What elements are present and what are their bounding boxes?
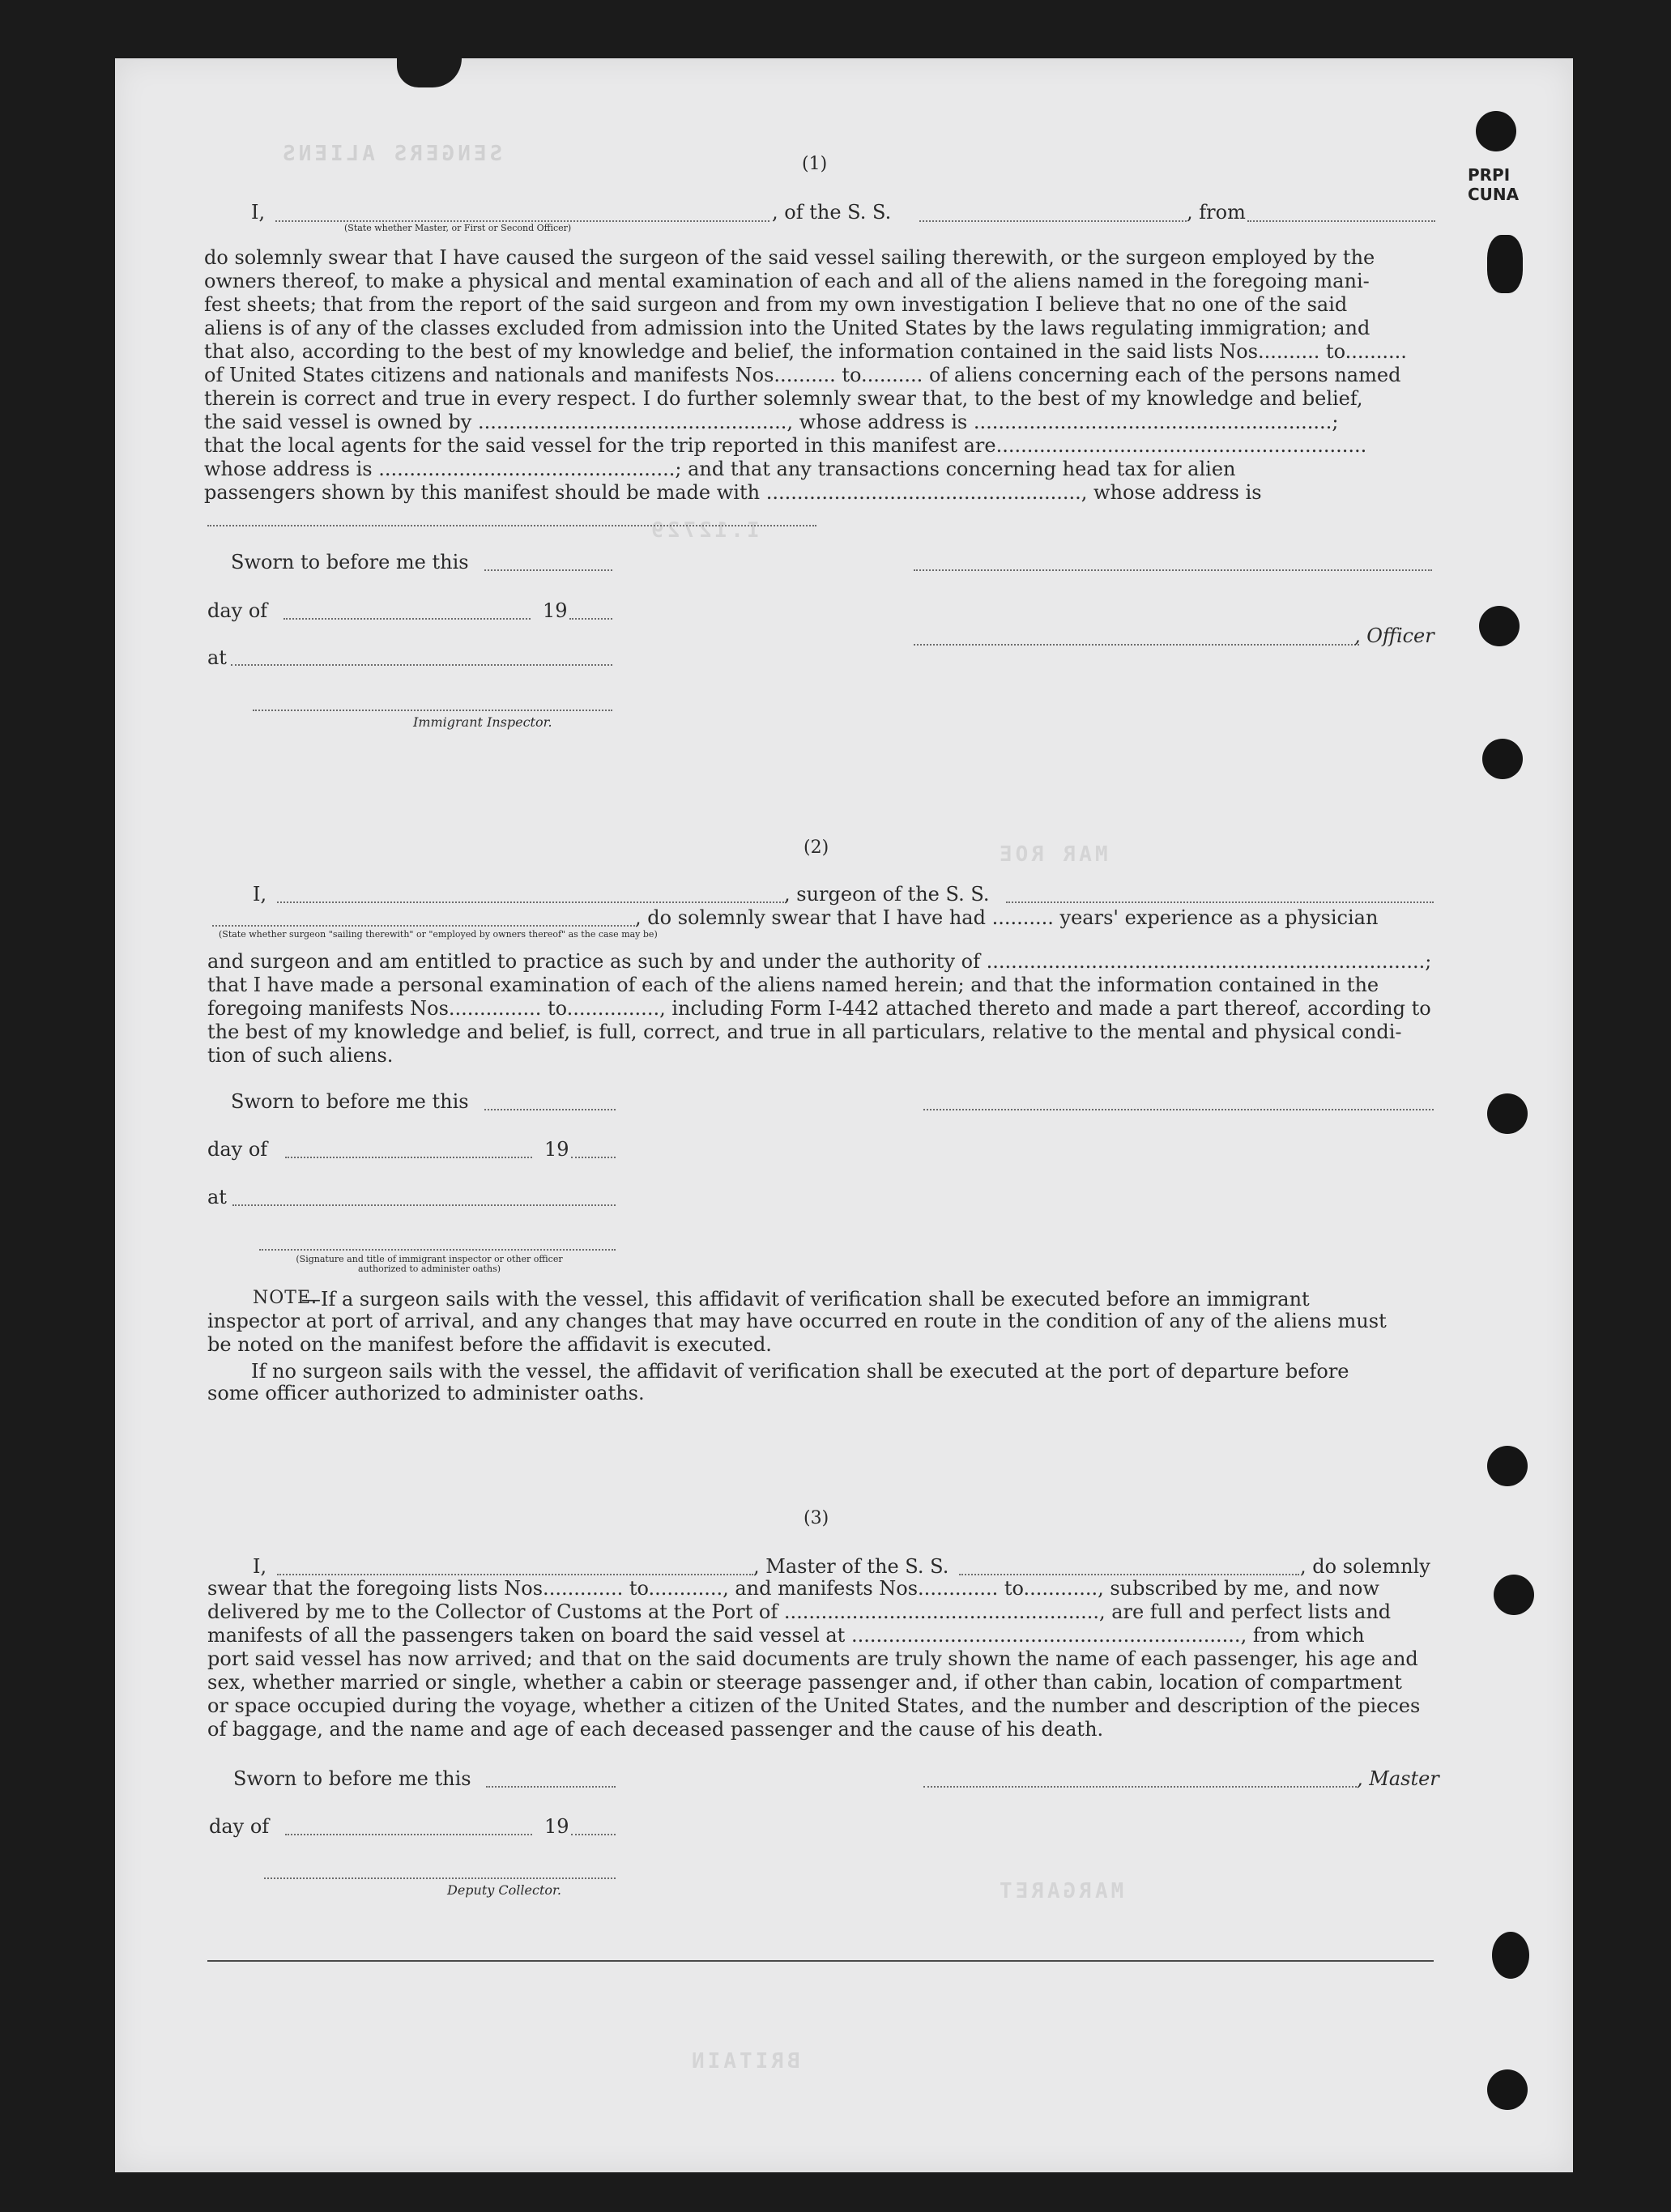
section-2-day-label: day of: [207, 1138, 268, 1161]
section-1-sworn-label: Sworn to before me this: [231, 551, 469, 573]
punch-hole: [1487, 235, 1523, 293]
section-1-at-field[interactable]: [231, 664, 612, 666]
note-line: inspector at port of arrival, and any changes that may have occurred en route in the condition of any of the aliens must: [207, 1310, 1387, 1332]
section-1-day-label: day of: [207, 599, 268, 622]
section-1-body-line: that the local agents for the said vessel for the trip reported in this manifest are............................................................: [204, 434, 1367, 457]
punch-hole: [1476, 111, 1516, 151]
section-3-sworn-label: Sworn to before me this: [233, 1767, 471, 1790]
section-1-line-note: (State whether Master, or First or Second Officer): [344, 223, 572, 233]
section-2-prefix: I,: [253, 883, 267, 906]
section-3-year-label: 19: [544, 1815, 569, 1838]
section-2-body-line: tion of such aliens.: [207, 1044, 394, 1067]
head-tax-address-field[interactable]: [207, 525, 816, 526]
section-3-year-field[interactable]: [571, 1834, 616, 1835]
officer-rank-field[interactable]: [275, 220, 769, 222]
section-2-ss-label: , surgeon of the S. S.: [784, 883, 990, 906]
section-3-number: (3): [804, 1508, 829, 1528]
section-1-month-field[interactable]: [283, 618, 531, 620]
section-2-number: (2): [804, 837, 829, 858]
port-from-field[interactable]: [1247, 220, 1435, 222]
section-1-body-line: do solemnly swear that I have caused the surgeon of the said vessel sailing therewith, or the surgeon employed by the: [204, 246, 1375, 269]
section-3-month-field[interactable]: [285, 1834, 532, 1835]
section-1-officer-name-field[interactable]: [914, 644, 1359, 646]
section-2-swear-line: , do solemnly swear that I have had .......... years' experience as a physician: [635, 906, 1379, 929]
punch-hole: [1487, 2069, 1528, 2110]
section-2-at-field[interactable]: [232, 1204, 616, 1206]
master-name-field[interactable]: [277, 1574, 753, 1575]
section-2-body-line: foregoing manifests Nos............... to..............., including Form I-442 attached thereto and made a part thereof, according to: [207, 997, 1431, 1020]
bleed-through: I.12729: [648, 518, 760, 543]
punch-hole: [1494, 1575, 1534, 1615]
section-2-body-line: the best of my knowledge and belief, is full, correct, and true in all particulars, relative to the mental and physical condi-: [207, 1021, 1402, 1043]
section-1-sworn-day-field[interactable]: [484, 569, 612, 571]
bottom-rule: [207, 1960, 1434, 1962]
bleed-through: SENGERS ALIENS: [279, 142, 503, 166]
section-2-year-field[interactable]: [571, 1157, 616, 1158]
note-line: —If a surgeon sails with the vessel, this affidavit of verification shall be executed before an immigrant: [301, 1288, 1310, 1311]
section-1-body-line: whose address is ................................................; and that any transactions concerning head tax for alien: [204, 458, 1236, 480]
section-2-line-note: (State whether surgeon "sailing therewith" or "employed by owners thereof" as the case may be): [219, 929, 658, 940]
note-line: be noted on the manifest before the affidavit is executed.: [207, 1333, 772, 1356]
margin-label: PRPI: [1468, 165, 1511, 185]
section-1-inspector-signature-field[interactable]: [253, 710, 612, 711]
section-1-officer-signature-field[interactable]: [914, 569, 1432, 571]
surgeon-name-field[interactable]: [277, 901, 784, 903]
section-2-sworn-day-field[interactable]: [484, 1109, 616, 1110]
note-line: some officer authorized to administer oaths.: [207, 1382, 645, 1404]
section-1-body-line: of United States citizens and nationals and manifests Nos.......... to.......... of aliens concerning each of the persons named: [204, 364, 1401, 386]
section-3-body-line: or space occupied during the voyage, whether a citizen of the United States, and the number and description of the pieces: [207, 1694, 1421, 1717]
section-1-body-line: fest sheets; that from the report of the said surgeon and from my own investigation I believe that no one of the said: [204, 293, 1348, 316]
section-1-body-line: the said vessel is owned by .................................................., whose address is ..........................................................;: [204, 411, 1339, 433]
section-3-vessel-field[interactable]: [959, 1574, 1299, 1575]
punch-hole: [1487, 1446, 1528, 1486]
section-1-prefix: I,: [251, 201, 266, 224]
section-1-officer-label: , Officer: [1354, 624, 1434, 647]
vessel-name-field[interactable]: [919, 220, 1187, 222]
section-3-ss-label: , Master of the S. S.: [753, 1555, 949, 1578]
section-3-master-signature-field[interactable]: [923, 1786, 1357, 1788]
section-1-body-line: therein is correct and true in every respect. I do further solemnly swear that, to the best of my knowledge and belief,: [204, 387, 1363, 410]
section-3-master-label: , Master: [1357, 1767, 1439, 1790]
section-1-body-line: passengers shown by this manifest should be made with ..................................................., whose address is: [204, 481, 1262, 504]
margin-label: CUNA: [1468, 185, 1520, 204]
section-1-from-label: , from: [1187, 201, 1246, 224]
section-2-inspector-signature-field[interactable]: [259, 1249, 616, 1251]
section-3-body-line: manifests of all the passengers taken on board the said vessel at ..............................................................., from which: [207, 1624, 1365, 1647]
section-2-body-line: that I have made a personal examination of each of the aliens named herein; and that the information contained in the: [207, 974, 1379, 996]
section-1-inspector-label: Immigrant Inspector.: [413, 714, 552, 730]
section-2-sig-note: (Signature and title of immigrant inspector or other officer authorized to administer oaths): [296, 1254, 563, 1274]
section-1-body-line: owners thereof, to make a physical and mental examination of each and all of the aliens named in the foregoing mani-: [204, 270, 1370, 292]
section-1-year-label: 19: [543, 599, 568, 622]
section-1-body-line: aliens is of any of the classes excluded from admission into the United States by the laws regulating immigration; and: [204, 317, 1370, 339]
section-3-body-line: of baggage, and the name and age of each deceased passenger and the cause of his death.: [207, 1718, 1104, 1741]
note-label: NOTE.: [253, 1288, 318, 1308]
section-3-body-line: delivered by me to the Collector of Customs at the Port of ..................................................., are full and perfect lists and: [207, 1600, 1392, 1623]
surgeon-status-field[interactable]: [212, 925, 635, 927]
bleed-through: MAR ROE: [996, 842, 1108, 867]
section-3-body-line: port said vessel has now arrived; and that on the said documents are truly shown the name of each passenger, his age and: [207, 1647, 1418, 1670]
section-2-at-label: at: [207, 1186, 227, 1208]
section-2-year-label: 19: [544, 1138, 569, 1161]
punch-hole: [1487, 1093, 1528, 1134]
section-3-sworn-day-field[interactable]: [486, 1786, 616, 1788]
section-1-year-field[interactable]: [569, 618, 612, 620]
section-3-collector-label: Deputy Collector.: [447, 1882, 561, 1898]
section-3-collector-signature-field[interactable]: [264, 1877, 616, 1879]
section-1-ss-label: , of the S. S.: [772, 201, 892, 224]
section-3-body-line: sex, whether married or single, whether a cabin or steerage passenger and, if other than cabin, location of compartment: [207, 1671, 1402, 1694]
bleed-through: MARGARET: [996, 1879, 1124, 1903]
section-1-number: (1): [802, 154, 828, 174]
section-1-at-label: at: [207, 646, 227, 669]
note-line: If no surgeon sails with the vessel, the affidavit of verification shall be executed at the port of departure before: [251, 1360, 1349, 1383]
section-1-body-line: that also, according to the best of my knowledge and belief, the information contained in the said lists Nos.......... to..........: [204, 340, 1407, 363]
punch-hole: [1492, 1932, 1529, 1979]
section-2-sworn-label: Sworn to before me this: [231, 1090, 469, 1113]
section-3-body-line: swear that the foregoing lists Nos............. to............, and manifests Nos............. to............, subscribed by me, and now: [207, 1577, 1379, 1600]
section-3-day-label: day of: [209, 1815, 270, 1838]
section-2-body-line: and surgeon and am entitled to practice as such by and under the authority of .......................................................................;: [207, 950, 1432, 973]
bleed-through: BRITAIN: [688, 2049, 800, 2073]
section-2-vessel-field[interactable]: [1006, 901, 1434, 903]
punch-hole: [1479, 606, 1520, 646]
section-3-end-label: , do solemnly: [1300, 1555, 1430, 1578]
punch-hole: [1482, 739, 1523, 779]
section-3-prefix: I,: [253, 1555, 267, 1578]
section-2-surgeon-signature-field[interactable]: [923, 1109, 1434, 1110]
section-2-month-field[interactable]: [285, 1157, 532, 1158]
